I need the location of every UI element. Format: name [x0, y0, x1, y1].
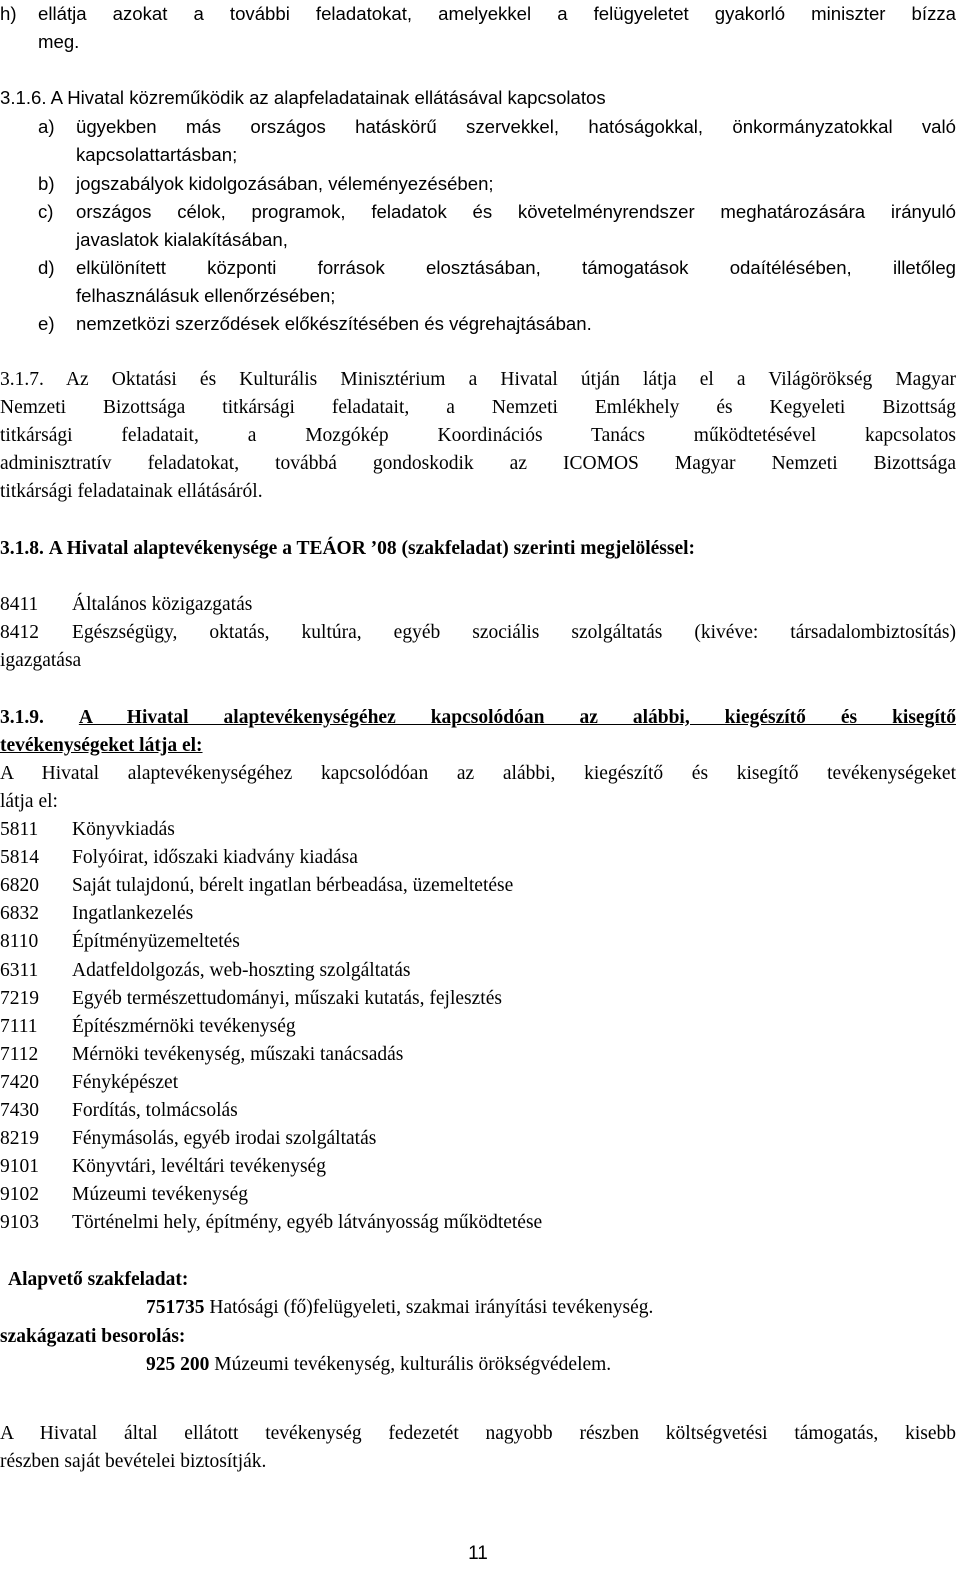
section-316-intro: 3.1.6. A Hivatal közreműködik az alapfeladatainak ellátásával kapcsolatos [0, 87, 606, 108]
alap-szakfeladat-label: Alapvető szakfeladat: [8, 1269, 189, 1290]
code-row: 7112 Mérnöki tevékenység, műszaki tanácsadás [0, 1044, 404, 1065]
item-h-line1: h) ellátja azokat a további feladatokat, amelyekkel a felügyeletet gyakorló miniszter bízza [0, 3, 956, 24]
szakagazati-besorolas-value: 925 200 Múzeumi tevékenység, kulturális örökségvédelem. [146, 1354, 612, 1375]
item-e: e) nemzetközi szerződések előkészítésében és végrehajtásában. [38, 313, 592, 334]
code-row: 5814 Folyóirat, időszaki kiadvány kiadása [0, 847, 358, 868]
item-c-line2: javaslatok kialakításában, [76, 229, 288, 250]
section-319-heading-line2: tevékenységeket látja el: [0, 735, 203, 756]
section-317-line3: titkársági feladatait, a Mozgókép Koordinációs Tanács működtetésével kapcsolatos [0, 425, 956, 446]
section-319-body-line2: látja el: [0, 791, 58, 812]
code-row-continuation: igazgatása [0, 650, 82, 671]
code-row: 7420 Fényképészet [0, 1072, 179, 1093]
code-row: 9101 Könyvtári, levéltári tevékenység [0, 1156, 326, 1177]
code-row: 7111 Építészmérnöki tevékenység [0, 1016, 296, 1037]
section-317-line5: titkársági feladatainak ellátásáról. [0, 481, 263, 502]
code-row: 5811 Könyvkiadás [0, 819, 175, 840]
page-number: 11 [468, 1543, 488, 1564]
item-b: b) jogszabályok kidolgozásában, véleményezésében; [38, 173, 494, 194]
item-a-line2: kapcsolattartásban; [76, 144, 238, 165]
code-row: 8412 Egészségügy, oktatás, kultúra, egyéb szociális szolgáltatás (kivéve: társadalombiztosítás) [0, 622, 956, 643]
item-c-line1: c) országos célok, programok, feladatok és követelményrendszer meghatározására irányuló [38, 201, 956, 222]
section-317-line4: adminisztratív feladatokat, továbbá gondoskodik az ICOMOS Magyar Nemzeti Bizottsága [0, 453, 956, 474]
section-319-body-line1: A Hivatal alaptevékenységéhez kapcsolódóan az alábbi, kiegészítő és kisegítő tevékenységeket [0, 763, 956, 784]
item-a-line1: a) ügyekben más országos hatáskörű szervekkel, hatóságokkal, önkormányzatokkal való [38, 116, 956, 137]
alap-szakfeladat-value: 751735 Hatósági (fő)felügyeleti, szakmai irányítási tevékenység. [146, 1297, 654, 1318]
code-row: 9102 Múzeumi tevékenység [0, 1184, 248, 1205]
section-319-heading-line1: 3.1.9. A Hivatal alaptevékenységéhez kapcsolódóan az alábbi, kiegészítő és kisegítő [0, 707, 956, 728]
code-row: 7219 Egyéb természettudományi, műszaki kutatás, fejlesztés [0, 988, 502, 1009]
section-317-line2: Nemzeti Bizottsága titkársági feladatait, a Nemzeti Emlékhely és Kegyeleti Bizottság [0, 397, 956, 418]
section-317-line1: 3.1.7. Az Oktatási és Kulturális Minisztérium a Hivatal útján látja el a Világörökség Magyar [0, 369, 956, 390]
code-row: 8219 Fénymásolás, egyéb irodai szolgáltatás [0, 1128, 377, 1149]
code-row: 6311 Adatfeldolgozás, web-hoszting szolgáltatás [0, 960, 411, 981]
item-h-line2: meg. [38, 31, 80, 52]
code-row: 8411 Általános közigazgatás [0, 594, 253, 615]
code-row: 6832 Ingatlankezelés [0, 903, 194, 924]
section-318-heading: 3.1.8. A Hivatal alaptevékenysége a TEÁOR ’08 (szakfeladat) szerinti megjelöléssel: [0, 538, 696, 559]
code-row: 6820 Saját tulajdonú, bérelt ingatlan bérbeadása, üzemeltetése [0, 875, 514, 896]
code-row: 9103 Történelmi hely, építmény, egyéb látványosság működtetése [0, 1212, 543, 1233]
szakagazati-besorolas-label: szakágazati besorolás: [0, 1326, 186, 1347]
section-316-number: 3.1.6. [0, 87, 47, 108]
item-d-line2: felhasználásuk ellenőrzésében; [76, 285, 336, 306]
code-row: 7430 Fordítás, tolmácsolás [0, 1100, 238, 1121]
closing-line1: A Hivatal által ellátott tevékenység fedezetét nagyobb részben költségvetési támogatás, kisebb [0, 1423, 956, 1444]
section-319-number: 3.1.9. [0, 707, 44, 728]
closing-line2: részben saját bevételei biztosítják. [0, 1451, 267, 1472]
item-d-line1: d) elkülönített központi források elosztásában, támogatások odaítélésében, illetőleg [38, 257, 956, 278]
section-318-number: 3.1.8. [0, 538, 44, 559]
section-317-number: 3.1.7. [0, 369, 44, 390]
code-row: 8110 Építményüzemeltetés [0, 931, 240, 952]
